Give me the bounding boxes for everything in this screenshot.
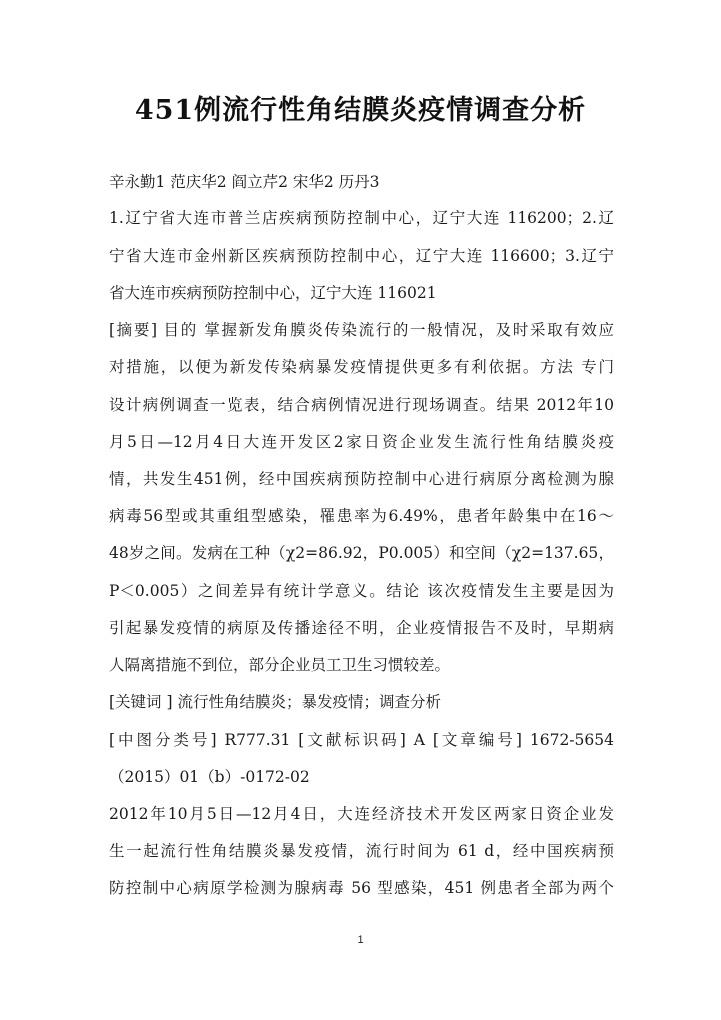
- abstract-line: 病毒56型或其重组型感染，罹患率为6.49%，患者年龄集中在16～: [109, 507, 614, 525]
- abstract-line: 月5日—12月4日大连开发区2家日资企业发生流行性角结膜炎疫: [109, 433, 614, 451]
- affiliation-line: 1.辽宁省大连市普兰店疾病预防控制中心，辽宁大连 116200；2.辽: [109, 209, 614, 227]
- body-paragraph-line: 防控制中心病原学检测为腺病毒 56 型感染，451 例患者全部为两个: [109, 879, 614, 897]
- abstract-line: 设计病例调查一览表，结合病例情况进行现场调查。结果 2012年10: [109, 396, 614, 414]
- abstract-line: 人隔离措施不到位，部分企业员工卫生习惯较差。: [109, 656, 451, 674]
- affiliation-line: 省大连市疾病预防控制中心，辽宁大连 116021: [109, 284, 437, 302]
- keywords-line: [关键词 ] 流行性角结膜炎；暴发疫情；调查分析: [109, 693, 441, 711]
- body-paragraph-line: 2012年10月5日—12月4日，大连经济技术开发区两家日资企业发: [109, 805, 614, 823]
- classification-line: [中图分类号] R777.31 [文献标识码] A [文章编号] 1672-5654: [109, 731, 614, 749]
- abstract-line: 引起暴发疫情的病原及传播途径不明，企业疫情报告不及时，早期病: [109, 619, 614, 637]
- affiliation-line: 宁省大连市金州新区疾病预防控制中心，辽宁大连 116600；3.辽宁: [109, 247, 614, 265]
- abstract-line: P＜0.005）之间差异有统计学意义。结论 该次疫情发生主要是因为: [109, 582, 614, 600]
- body-paragraph-line: 生一起流行性角结膜炎暴发疫情，流行时间为 61 d，经中国疾病预: [109, 842, 614, 860]
- author-list: 辛永勤1 范庆华2 阎立芹2 宋华2 历丹3: [109, 173, 380, 191]
- abstract-line: 48岁之间。发病在工种（χ2=86.92，P0.005）和空间（χ2=137.65，: [109, 544, 614, 562]
- classification-line: （2015）01（b）-0172-02: [109, 768, 310, 786]
- page-number: 1: [357, 934, 364, 946]
- abstract-line: 对措施，以便为新发传染病暴发疫情提供更多有利依据。方法 专门: [109, 358, 614, 376]
- document-title: 451例流行性角结膜炎疫情调查分析: [134, 95, 587, 126]
- abstract-line: [摘要] 目的 掌握新发角膜炎传染流行的一般情况，及时采取有效应: [109, 321, 614, 339]
- abstract-line: 情，共发生451例，经中国疾病预防控制中心进行病原分离检测为腺: [109, 470, 614, 488]
